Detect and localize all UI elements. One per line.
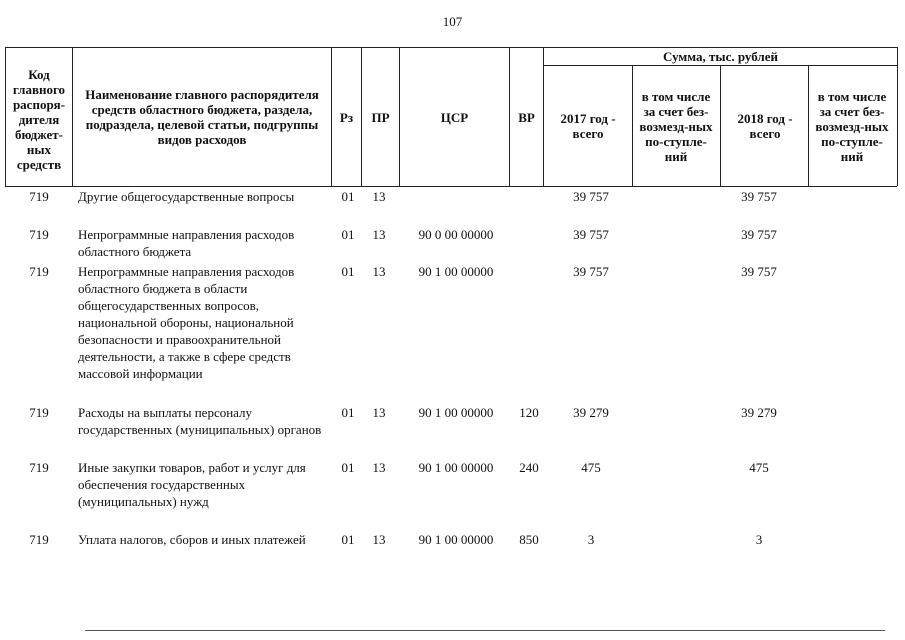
row-sum-2017: 475 bbox=[581, 460, 601, 475]
row-pr: 13 bbox=[372, 532, 386, 547]
col-border bbox=[897, 47, 898, 186]
col-border bbox=[543, 47, 544, 186]
row-pr: 13 bbox=[372, 227, 386, 242]
row-rz: 01 bbox=[341, 227, 355, 242]
row-rz: 01 bbox=[341, 532, 355, 547]
header-2017-total: 2017 год - всего bbox=[560, 111, 616, 141]
col-border bbox=[632, 65, 633, 186]
row-sum-2018: 39 279 bbox=[741, 405, 777, 420]
row-sum-2017: 39 757 bbox=[573, 189, 609, 204]
row-csr: 90 1 00 00000 bbox=[418, 460, 494, 475]
row-sum-2018: 39 757 bbox=[741, 189, 777, 204]
row-rz: 01 bbox=[341, 189, 355, 204]
row-pr: 13 bbox=[372, 460, 386, 475]
row-code: 719 bbox=[29, 227, 49, 242]
row-sum-2017: 39 757 bbox=[573, 264, 609, 279]
header-name: Наименование главного распорядителя средств областного бюджета, раздела, подраздела, целевой статьи, подгруппы видов расходов bbox=[85, 87, 319, 147]
row-sum-2018: 39 757 bbox=[741, 227, 777, 242]
header-2018-free: в том числе за счет без-возмезд-ных по-ступле-ний bbox=[815, 89, 889, 164]
header-2018-total: 2018 год - всего bbox=[737, 111, 793, 141]
page-number: 107 bbox=[442, 14, 463, 29]
row-sum-2017: 3 bbox=[587, 532, 595, 547]
bottom-divider bbox=[85, 630, 885, 631]
col-border bbox=[808, 65, 809, 186]
header-vr: ВР bbox=[518, 109, 535, 125]
row-name: Другие общегосударственные вопросы bbox=[78, 189, 295, 204]
header-2017-free: в том числе за счет без-возмезд-ных по-ступле-ний bbox=[639, 89, 713, 164]
header-bottom-border bbox=[5, 186, 897, 187]
row-sum-2017: 39 757 bbox=[573, 227, 609, 242]
header-sum: Сумма, тыс. рублей bbox=[663, 49, 778, 64]
row-name: Непрограммные направления расходов областного бюджета в области общегосударственных вопросов, национальной обороны, национальной безопасности и правоохранительной деятельности, а также в сфере средств массовой информации bbox=[78, 264, 295, 381]
row-code: 719 bbox=[29, 405, 49, 420]
row-csr: 90 0 00 00000 bbox=[418, 227, 494, 242]
row-name: Уплата налогов, сборов и иных платежей bbox=[78, 532, 306, 547]
row-csr: 90 1 00 00000 bbox=[418, 264, 494, 279]
row-code: 719 bbox=[29, 264, 49, 279]
row-vr: 850 bbox=[519, 532, 539, 547]
row-pr: 13 bbox=[372, 264, 386, 279]
row-rz: 01 bbox=[341, 405, 355, 420]
row-csr: 90 1 00 00000 bbox=[418, 405, 494, 420]
col-border bbox=[720, 65, 721, 186]
row-rz: 01 bbox=[341, 264, 355, 279]
row-csr: 90 1 00 00000 bbox=[418, 532, 494, 547]
row-vr: 120 bbox=[519, 405, 539, 420]
row-name: Непрограммные направления расходов областного бюджета bbox=[78, 227, 295, 259]
row-rz: 01 bbox=[341, 460, 355, 475]
header-code: Код главного распоря-дителя бюджет-ных средств bbox=[12, 66, 66, 172]
row-sum-2017: 39 279 bbox=[573, 405, 609, 420]
row-pr: 13 bbox=[372, 189, 386, 204]
row-sum-2018: 475 bbox=[749, 460, 769, 475]
header-rz: Рз bbox=[339, 109, 354, 125]
row-vr: 240 bbox=[519, 460, 539, 475]
row-sum-2018: 39 757 bbox=[741, 264, 777, 279]
row-code: 719 bbox=[29, 532, 49, 547]
row-name: Иные закупки товаров, работ и услуг для обеспечения государственных (муниципальных) нужд bbox=[78, 460, 306, 509]
row-sum-2018: 3 bbox=[755, 532, 763, 547]
row-code: 719 bbox=[29, 189, 49, 204]
row-name: Расходы на выплаты персоналу государственных (муниципальных) органов bbox=[78, 405, 322, 437]
row-pr: 13 bbox=[372, 405, 386, 420]
header-csr: ЦСР bbox=[440, 109, 469, 125]
row-code: 719 bbox=[29, 460, 49, 475]
header-pr: ПР bbox=[371, 109, 390, 125]
